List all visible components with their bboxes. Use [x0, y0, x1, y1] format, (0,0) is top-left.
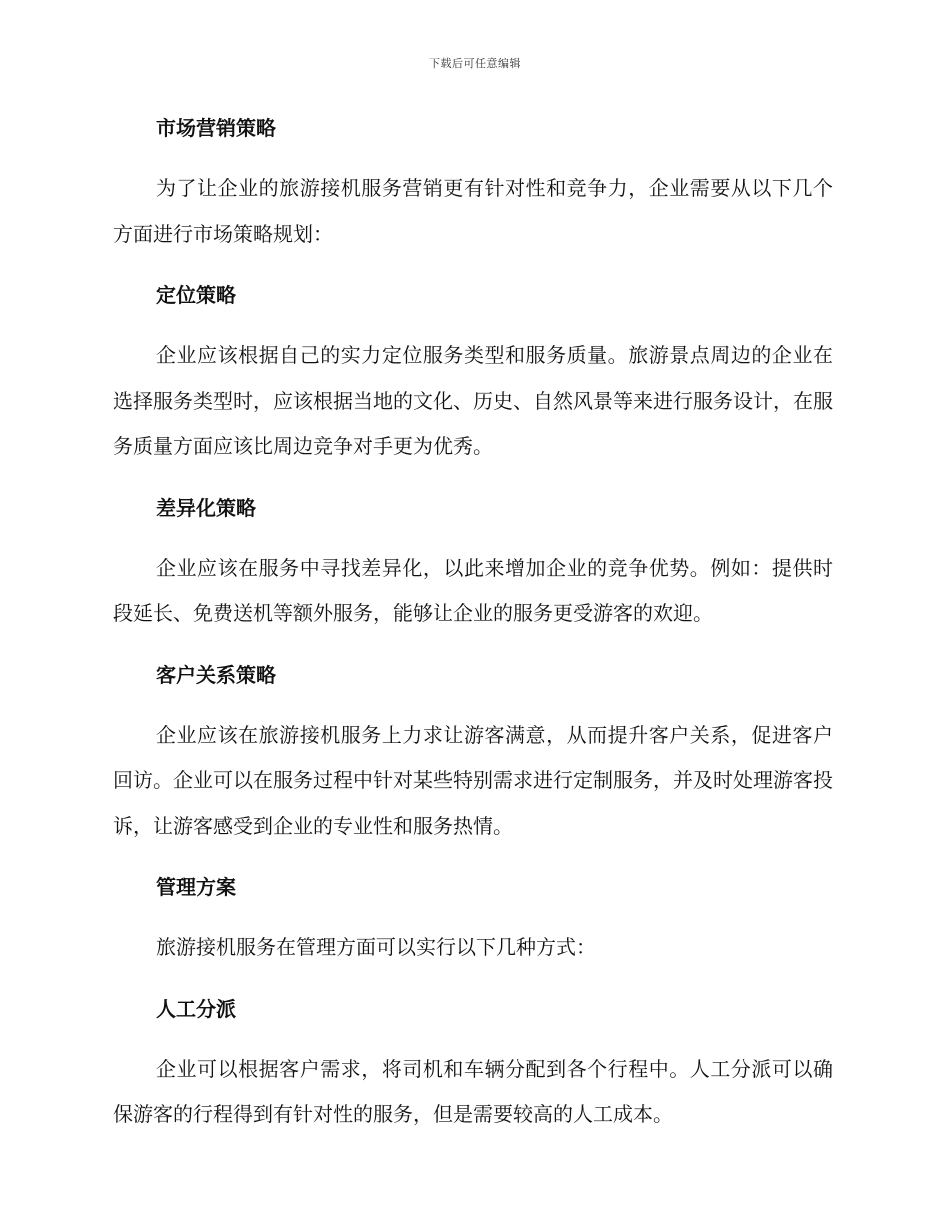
section-paragraph-manual-dispatch: 企业可以根据客户需求，将司机和车辆分配到各个行程中。人工分派可以确保游客的行程得到有针对性的服务，但是需要较高的人工成本。	[113, 1056, 833, 1126]
section-paragraph-positioning: 企业应该根据自己的实力定位服务类型和服务质量。旅游景点周边的企业在选择服务类型时，应该根据当地的文化、历史、自然风景等来进行服务设计，在服务质量方面应该比周边竞争对手更为优秀。	[113, 343, 833, 458]
section-heading-customer-relations: 客户关系策略	[156, 662, 276, 687]
section-heading-manual-dispatch: 人工分派	[156, 996, 236, 1021]
document-body	[113, 108, 833, 1138]
section-heading-marketing: 市场营销策略	[156, 116, 276, 140]
section-heading-management: 管理方案	[156, 875, 236, 899]
section-paragraph-management: 旅游接机服务在管理方面可以实行以下几种方式：	[156, 935, 596, 959]
section-heading-positioning: 定位策略	[156, 283, 236, 307]
section-heading-differentiation: 差异化策略	[156, 495, 256, 520]
header-note: 下载后可任意编辑	[429, 57, 521, 70]
section-paragraph-marketing: 为了让企业的旅游接机服务营销更有针对性和竞争力，企业需要从以下几个方面进行市场策略规划：	[113, 176, 833, 246]
section-paragraph-customer-relations: 企业应该在旅游接机服务上力求让游客满意，从而提升客户关系，促进客户回访。企业可以在服务过程中针对某些特别需求进行定制服务，并及时处理游客投诉，让游客感受到企业的专业性和服务热情。	[113, 722, 833, 838]
section-paragraph-differentiation: 企业应该在服务中寻找差异化，以此来增加企业的竞争优势。例如：提供时段延长、免费送机等额外服务，能够让企业的服务更受游客的欢迎。	[113, 555, 833, 625]
